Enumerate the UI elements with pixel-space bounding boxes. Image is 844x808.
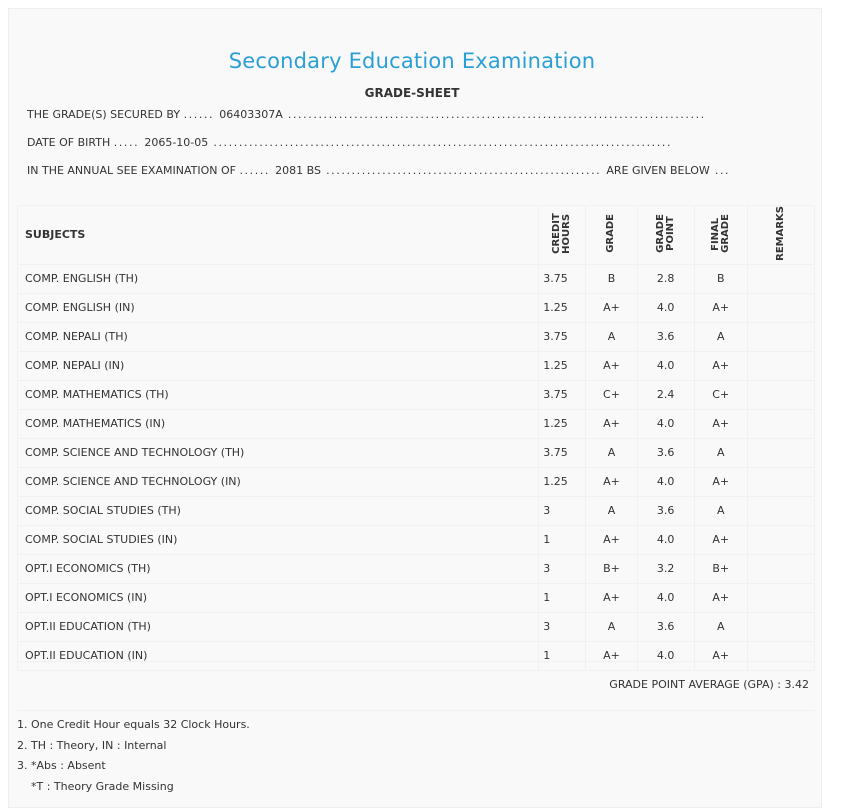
credit-hours-cell: 1.25: [539, 467, 586, 496]
grade-point-cell: 4.0: [637, 351, 694, 380]
credit-hours-cell: 1.25: [539, 409, 586, 438]
remarks-cell: [747, 351, 814, 380]
table-row: [18, 293, 815, 322]
credit-hours-cell: 1.25: [539, 351, 586, 380]
exam-year: 2081 BS: [275, 164, 321, 177]
credit-hours-cell: 3.75: [539, 264, 586, 293]
subject-cell: COMP. MATHEMATICS (IN): [18, 409, 539, 438]
grade-cell: A+: [586, 641, 637, 670]
grade-cell: B+: [586, 554, 637, 583]
table-row: [18, 496, 815, 525]
table-row: [18, 554, 815, 583]
subject-cell: OPT.I ECONOMICS (TH): [18, 554, 539, 583]
dob-line: DATE OF BIRTH ..... 2065-10-05 ..........................................................................................: [27, 136, 673, 149]
credit-hours-cell: 3: [539, 554, 586, 583]
remarks-cell: [747, 612, 814, 641]
credit-hours-cell: 1: [539, 525, 586, 554]
credit-hours-cell: 3: [539, 612, 586, 641]
note-item: *T : Theory Grade Missing: [31, 779, 174, 793]
gpa-label: GRADE POINT AVERAGE (GPA) :: [609, 678, 781, 691]
final-grade-cell: A+: [694, 467, 747, 496]
grade-point-cell: 2.8: [637, 264, 694, 293]
final-grade-cell: A: [694, 612, 747, 641]
grade-cell: A+: [586, 525, 637, 554]
exam-suffix: ARE GIVEN BELOW: [606, 164, 710, 177]
grade-point-cell: 4.0: [637, 293, 694, 322]
dob-value: 2065-10-05: [144, 136, 209, 149]
exam-line: IN THE ANNUAL SEE EXAMINATION OF ...... 2081 BS ...................................................... ARE GIVEN BELOW ...: [27, 164, 731, 177]
secured-by-label: THE GRADE(S) SECURED BY: [27, 108, 181, 121]
grade-cell: B: [586, 264, 637, 293]
grade-point-cell: 2.4: [637, 380, 694, 409]
note-item: 3. *Abs : Absent: [17, 759, 106, 772]
table-row: [18, 409, 815, 438]
remarks-cell: [747, 293, 814, 322]
credit-hours-cell: 3.75: [539, 438, 586, 467]
final-grade-cell: A+: [694, 351, 747, 380]
col-grade-point: GRADE POINT: [637, 206, 694, 265]
final-grade-cell: A+: [694, 641, 747, 670]
grade-cell: A: [586, 322, 637, 351]
dob-label: DATE OF BIRTH: [27, 136, 111, 149]
credit-hours-cell: 1: [539, 583, 586, 612]
gpa-value: 3.42: [784, 678, 809, 691]
table-row: [18, 467, 815, 496]
remarks-cell: [747, 525, 814, 554]
col-subjects: SUBJECTS: [18, 206, 539, 265]
table-row: [18, 322, 815, 351]
subject-cell: COMP. NEPALI (IN): [18, 351, 539, 380]
final-grade-cell: A+: [694, 583, 747, 612]
table-row: [18, 525, 815, 554]
remarks-cell: [747, 380, 814, 409]
grade-cell: A: [586, 496, 637, 525]
grade-cell: A+: [586, 409, 637, 438]
col-grade: GRADE: [586, 206, 637, 265]
footnotes: [17, 715, 250, 797]
table-header-row: [18, 206, 815, 265]
gpa-summary: [609, 678, 809, 691]
credit-hours-cell: 3.75: [539, 380, 586, 409]
remarks-cell: [747, 554, 814, 583]
symbol-number: 06403307A: [219, 108, 283, 121]
subject-cell: COMP. SCIENCE AND TECHNOLOGY (TH): [18, 438, 539, 467]
table-row: [18, 264, 815, 293]
final-grade-cell: B: [694, 264, 747, 293]
subject-cell: COMP. SCIENCE AND TECHNOLOGY (IN): [18, 467, 539, 496]
remarks-cell: [747, 264, 814, 293]
table-row: [18, 583, 815, 612]
grade-point-cell: 3.6: [637, 322, 694, 351]
credit-hours-cell: 1.25: [539, 293, 586, 322]
subject-cell: OPT.II EDUCATION (IN): [18, 641, 539, 670]
grade-cell: A+: [586, 583, 637, 612]
subject-cell: COMP. ENGLISH (TH): [18, 264, 539, 293]
subject-cell: COMP. SOCIAL STUDIES (TH): [18, 496, 539, 525]
final-grade-cell: A: [694, 438, 747, 467]
credit-hours-cell: 3: [539, 496, 586, 525]
final-grade-cell: C+: [694, 380, 747, 409]
remarks-cell: [747, 322, 814, 351]
table-row: [18, 612, 815, 641]
credit-hours-cell: 1: [539, 641, 586, 670]
grade-point-cell: 4.0: [637, 641, 694, 670]
remarks-cell: [747, 438, 814, 467]
final-grade-cell: A: [694, 496, 747, 525]
gpa-row: [17, 661, 815, 711]
grade-point-cell: 4.0: [637, 467, 694, 496]
final-grade-cell: B+: [694, 554, 747, 583]
remarks-cell: [747, 467, 814, 496]
note-item: 1. One Credit Hour equals 32 Clock Hours.: [17, 718, 250, 731]
grade-cell: A+: [586, 351, 637, 380]
remarks-cell: [747, 409, 814, 438]
subject-cell: COMP. SOCIAL STUDIES (IN): [18, 525, 539, 554]
grade-cell: A+: [586, 293, 637, 322]
grade-cell: A: [586, 612, 637, 641]
grade-point-cell: 3.2: [637, 554, 694, 583]
subject-cell: COMP. NEPALI (TH): [18, 322, 539, 351]
remarks-cell: [747, 496, 814, 525]
subject-cell: OPT.I ECONOMICS (IN): [18, 583, 539, 612]
subject-cell: COMP. MATHEMATICS (TH): [18, 380, 539, 409]
page-title: Secondary Education Examination: [228, 49, 596, 73]
final-grade-cell: A+: [694, 409, 747, 438]
note-item: 2. TH : Theory, IN : Internal: [17, 738, 167, 752]
grade-table: [17, 205, 815, 671]
secured-by-line: THE GRADE(S) SECURED BY ...... 06403307A ..................................................................................: [27, 108, 706, 121]
table-row: [18, 380, 815, 409]
grade-point-cell: 4.0: [637, 583, 694, 612]
grade-point-cell: 3.6: [637, 496, 694, 525]
grade-point-cell: 3.6: [637, 438, 694, 467]
credit-hours-cell: 3.75: [539, 322, 586, 351]
col-final-grade: FINAL GRADE: [694, 206, 747, 265]
grade-point-cell: 4.0: [637, 525, 694, 554]
final-grade-cell: A+: [694, 293, 747, 322]
subject-cell: COMP. ENGLISH (IN): [18, 293, 539, 322]
table-row: [18, 438, 815, 467]
grade-cell: A: [586, 438, 637, 467]
table-row: [18, 351, 815, 380]
grade-sheet-panel: [8, 8, 822, 808]
grade-point-cell: 4.0: [637, 409, 694, 438]
grade-rows: [18, 264, 815, 670]
subject-cell: OPT.II EDUCATION (TH): [18, 612, 539, 641]
grade-cell: C+: [586, 380, 637, 409]
page-subtitle: GRADE-SHEET: [364, 86, 460, 100]
final-grade-cell: A+: [694, 525, 747, 554]
remarks-cell: [747, 583, 814, 612]
col-remarks: REMARKS: [747, 206, 814, 265]
final-grade-cell: A: [694, 322, 747, 351]
grade-cell: A+: [586, 467, 637, 496]
grade-point-cell: 3.6: [637, 612, 694, 641]
exam-label: IN THE ANNUAL SEE EXAMINATION OF: [27, 164, 236, 177]
col-credit-hours: CREDIT HOURS: [539, 206, 586, 265]
